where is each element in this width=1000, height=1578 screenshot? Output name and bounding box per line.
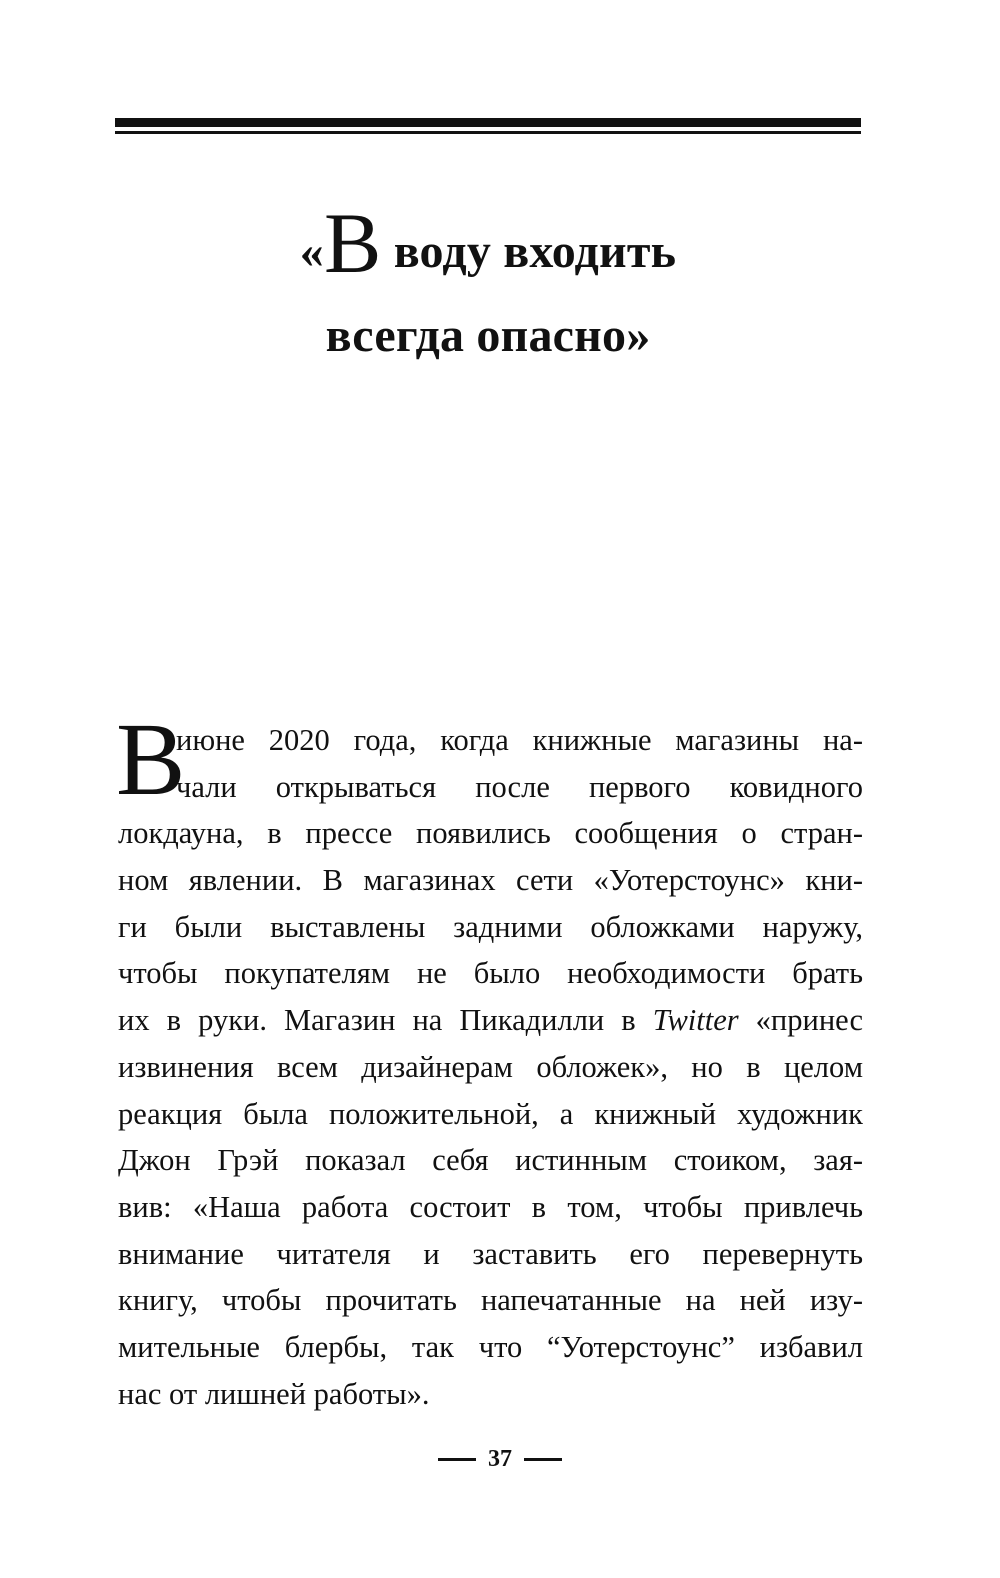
chapter-title-line-2: всегда опасно» (325, 309, 651, 362)
body-line-1: июне 2020 года, когда книжные магазины на- (176, 723, 863, 757)
body-line-3: локдауна, в прессе появились сообщения о стран- (118, 816, 863, 851)
body-line-10: Джон Грэй показал себя истинным стоиком, зая- (118, 1143, 863, 1178)
title-initial: В (323, 195, 382, 292)
header-rule-thin (115, 131, 861, 134)
title-line-1-rest: воду входить (381, 225, 677, 278)
chapter-title (115, 195, 861, 378)
footer-dash-right (524, 1458, 562, 1461)
body-line-7 (118, 997, 863, 1044)
body-line-11: вив: «Наша работа состоит в том, чтобы привлечь (118, 1189, 863, 1224)
body-line-13: книгу, чтобы прочитать напечатанные на ней изу- (118, 1283, 863, 1318)
page-number: 37 (488, 1445, 512, 1472)
body-line-2: чали открываться после первого ковидного (176, 769, 863, 804)
body-paragraph (116, 702, 863, 1417)
title-open-quote: « (299, 225, 324, 278)
body-line-7-start: их в руки. Магазин на Пикадилли в (118, 1003, 653, 1038)
body-line-12: внимание читателя и заставить его перевернуть (118, 1236, 863, 1271)
body-line-14: мительные блербы, так что “Уотерстоунс” избавил (118, 1329, 863, 1364)
header-rule-thick (115, 118, 861, 127)
body-line-4: ном явлении. В магазинах сети «Уотерстоунс» кни- (118, 863, 863, 898)
body-line-15: нас от лишней работы». (118, 1376, 430, 1411)
body-line-5: ги были выставлены задними обложками наружу, (118, 909, 863, 944)
page-footer (0, 1445, 1000, 1473)
body-line-8: извинения всем дизайнерам обложек», но в целом (118, 1049, 863, 1084)
twitter-italic: Twitter (652, 1003, 739, 1038)
body-line-6: чтобы покупателям не было необходимости брать (118, 956, 863, 991)
body-line-9: реакция была положительной, а книжный художник (118, 1096, 863, 1131)
footer-dash-left (438, 1458, 476, 1461)
body-line-7-end: «принес (738, 1003, 863, 1038)
drop-cap: В (116, 702, 186, 817)
chapter-title-line-1 (115, 195, 861, 294)
